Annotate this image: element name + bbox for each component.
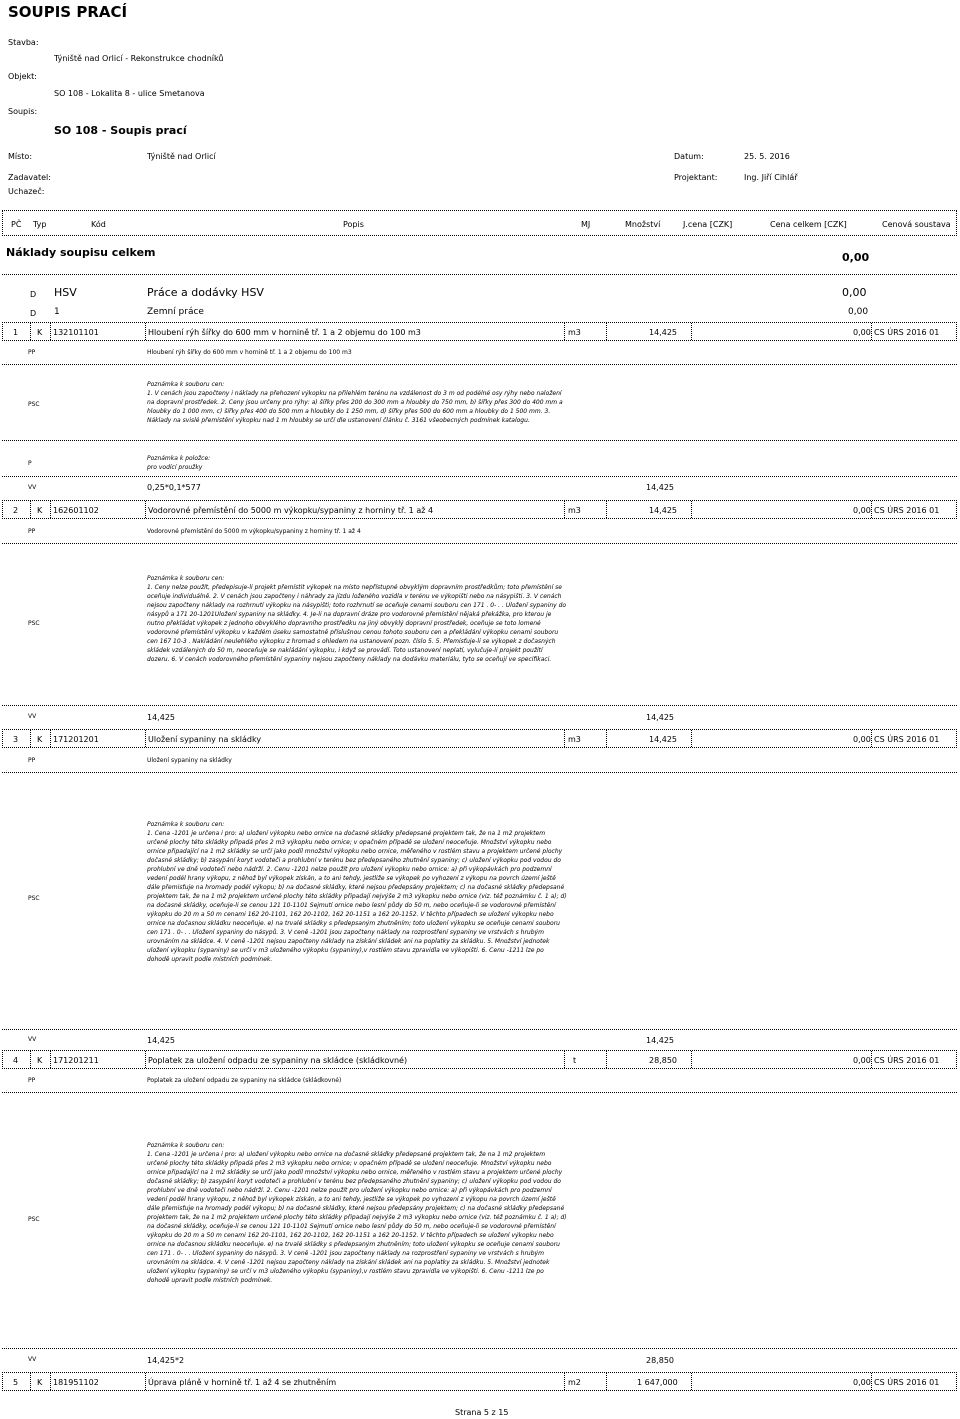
col-jcena: J.cena [CZK] (683, 220, 733, 229)
pp-label: PP (28, 528, 36, 535)
col-mnozstvi: Množství (625, 220, 661, 229)
item-mj: m3 (568, 328, 581, 337)
divider (2, 1029, 957, 1030)
psc-text: 1. Ceny nelze použít, předepisuje-li projekt přemístit výkopek na místo nepřístupné obvyklým dopravním prostředkům; toto přemístění se oceňuje individuálně. 2. V cenách jsou započteny i náhrady za jízdu loženého vozidla v terénu ve výkopišti nebo na násypišti. 3. V cenách nejsou započteny náklady na rozhrnutí výkopku na násypišti; toto rozhrnutí se oceňuje cenami souboru cen 171 . 0- . . Uložení sypaniny do násypů a 171 20-1201Uložení sypaniny na skládky. 4. Je-li na dopravní dráze pro vodorovné přemístění nějaká překážka, pro kterou je nutno překládat výkopek z jednoho obvyklého dopravního prostředku na jiný obvyklý dopravní prostředek, oceňuje se toto lomené vodorovné přemístění výkopku v každém úseku samostatně příslušnou cenou tohoto souboru cen a překládání výkopku cenami souboru cen 167 10-3 . Nakládání neulehlého výkopku z hromad s ohledem na ustanovení pozn. číslo 5. 5. Přemisťuje-li se výkopek z dočasných skládek vzdálených do 50 m, neoceňuje se nakládání výkopku, i když se provádí. Toto ustanovení neplatí, vylučuje-li projekt použití dozeru. 6. V cenách vodorovného přemístění sypaniny nejsou započteny náklady na dodávku materiálu, tyto se oceňují ve specifikaci. (147, 584, 567, 663)
item-typ: K (37, 506, 43, 515)
col-soustava: Cenová soustava (882, 220, 951, 229)
projektant-label: Projektant: (674, 173, 718, 182)
item-mnozstvi: 28,850 (649, 1056, 677, 1065)
vv-value: 14,425 (646, 1036, 674, 1045)
group-value: 0,00 (848, 307, 869, 317)
item-pc: 4 (13, 1056, 19, 1065)
p-head: Poznámka k položce: (147, 455, 211, 462)
psc-label: PSC (28, 620, 40, 627)
item-pc: 3 (13, 735, 19, 744)
objekt-label: Objekt: (8, 72, 37, 81)
pp-text: Vodorovné přemístění do 5000 m výkopku/sypaniny z horniny tř. 1 až 4 (147, 528, 361, 535)
item-cena: 0,00 (853, 735, 871, 744)
item-soustava: CS ÚRS 2016 01 (874, 1378, 940, 1387)
item-pc: 2 (13, 506, 19, 515)
datum-value: 25. 5. 2016 (744, 152, 790, 161)
psc-text: 1. V cenách jsou započteny i náklady na přehození výkopku na přilehlém terénu na vzdálenost do 3 m od podélné osy rýhy nebo naložení na dopravní prostředek. 2. Ceny jsou určeny pro rýhy: a) šířky přes 200 do 300 mm a hloubky do 750 mm, b) šířky přes 300 do 400 mm a hloubky do 1 000 mm, c) šířky přes 400 do 500 mm a hloubky do 1 250 mm, d) šířky přes 500 do 600 mm a hloubky do 1 500 mm. 3. Náklady na svislé přemístění výkopku nad 1 m hloubky se určí dle ustanovení článku č. 3161 všeobecných podmínek katalogu. (147, 390, 563, 424)
col-popis: Popis (343, 220, 364, 229)
divider (2, 476, 957, 477)
vv-label: VV (28, 1356, 37, 1363)
vv-label: VV (28, 484, 37, 491)
col-kod: Kód (91, 220, 106, 229)
divider (2, 705, 957, 706)
stavba-label: Stavba: (8, 38, 39, 47)
vv-value: 28,850 (646, 1356, 674, 1365)
divider (2, 543, 957, 544)
p-label: P (28, 460, 32, 467)
p-text: pro vodící proužky (147, 464, 203, 471)
divider (2, 274, 957, 275)
uchazec-label: Uchazeč: (8, 187, 45, 196)
soupis-value: SO 108 - Soupis prací (54, 124, 187, 137)
pp-text: Poplatek za uložení odpadu ze sypaniny na skládce (skládkovné) (147, 1077, 342, 1084)
item-mnozstvi: 14,425 (649, 735, 677, 744)
psc-head: Poznámka k souboru cen: (147, 575, 225, 582)
col-mj: MJ (581, 220, 591, 229)
psc-note (147, 820, 567, 964)
item-mj: m3 (568, 735, 581, 744)
item-soustava: CS ÚRS 2016 01 (874, 735, 940, 744)
psc-label: PSC (28, 895, 40, 902)
group-typ: D (30, 309, 37, 318)
item-cena: 0,00 (853, 506, 871, 515)
vv-value: 14,425 (646, 713, 674, 722)
divider (2, 772, 957, 773)
item-popis: Hloubení rýh šířky do 600 mm v hornině tř. 1 a 2 objemu do 100 m3 (148, 328, 421, 337)
page-number: Strana 5 z 15 (455, 1408, 509, 1417)
misto-label: Místo: (8, 152, 33, 161)
vv-text: 14,425*2 (147, 1356, 185, 1365)
summary-value: 0,00 (842, 251, 870, 264)
item-typ: K (37, 735, 43, 744)
col-typ: Typ (33, 220, 47, 229)
p-note (147, 454, 567, 472)
vv-text: 14,425 (147, 1036, 175, 1045)
projektant-value: Ing. Jiří Cihlář (744, 173, 798, 182)
pp-label: PP (28, 349, 36, 356)
objekt-value: SO 108 - Lokalita 8 - ulice Smetanova (54, 89, 205, 98)
item-mnozstvi: 14,425 (649, 506, 677, 515)
item-soustava: CS ÚRS 2016 01 (874, 1056, 940, 1065)
item-typ: K (37, 328, 43, 337)
pp-text: Hloubení rýh šířky do 600 mm v hornině tř. 1 a 2 objemu do 100 m3 (147, 349, 352, 356)
group-kod: HSV (54, 286, 77, 299)
item-kod: 181951102 (53, 1378, 99, 1387)
item-popis: Úprava pláně v hornině tř. 1 až 4 se zhutněním (148, 1378, 337, 1387)
item-popis: Uložení sypaniny na skládky (148, 735, 262, 744)
item-soustava: CS ÚRS 2016 01 (874, 506, 940, 515)
vv-label: VV (28, 1036, 37, 1043)
vv-text: 14,425 (147, 713, 175, 722)
item-typ: K (37, 1378, 43, 1387)
item-mj: m3 (568, 506, 581, 515)
pp-label: PP (28, 757, 36, 764)
group-typ: D (30, 290, 37, 299)
divider (2, 1348, 957, 1349)
psc-label: PSC (28, 401, 40, 408)
item-row[interactable] (2, 1050, 957, 1069)
item-mj: t (573, 1056, 577, 1065)
misto-value: Týniště nad Orlicí (147, 152, 216, 161)
group-popis: Zemní práce (147, 307, 204, 317)
item-cena: 0,00 (853, 328, 871, 337)
pp-label: PP (28, 1077, 36, 1084)
item-pc: 5 (13, 1378, 19, 1387)
divider (2, 364, 957, 365)
item-row[interactable] (2, 500, 957, 519)
item-cena: 0,00 (853, 1056, 871, 1065)
psc-head: Poznámka k souboru cen: (147, 821, 225, 828)
group-value: 0,00 (842, 286, 867, 299)
group-kod: 1 (54, 307, 60, 317)
vv-text: 0,25*0,1*577 (147, 483, 201, 492)
col-pc: PČ (11, 220, 22, 229)
vv-value: 14,425 (646, 483, 674, 492)
psc-text: 1. Cena -1201 je určena i pro: a) uložení výkopku nebo ornice na dočasné skládky předepsané projektem tak, že na 1 m2 projektem určené plochy této skládky připadá přes 2 m3 výkopku nebo ornice; v opačném případě se uložení neoceňuje. Množství výkopku nebo ornice připadající na 1 m2 skládky se určí jako podíl množství výkopku nebo ornice, měřeného v rostlém stavu a projektem určené plochy dočasné skládky; b) zasypání koryt vodoteči a prohlubní v terénu bez předepsaného zhutnění sypaniny; c) uložení výkopku pod vodou do prohlubní ve dně vodoteči nebo nádrží. 2. Cenu -1201 nelze použít pro uložení výkopku nebo ornice: a) při výkopávkách pro podzemní vedení podél hrany výkopu, z něhož byl výkopek získán, a to ani tehdy, jestliže se výkopek po vyhození z výkopu na povrch území ještě dále přemisťuje na hromady podél výkopu; b) na dočasné skládky, které nejsou předepsány projektem; c) na dočasné skládky předepsané projektem tak, že na 1 m2 projektem určené plochy této skládky připadají nejvýše 2 m3 výkopku nebo ornice (viz. též poznámku č. 1 a); d) na dočasné skládky, oceňuje-li se cenou 121 10-1101 Sejmutí ornice nebo lesní půdy do 50 m, nebo oceňuje-li se vodorovné přemístění výkopku do 20 m a 50 m cenami 162 20-1101, 162 20-1102, 162 20-1151 a 162 20-1152. V těchto případech se uložení výkopku nebo ornice na dočasnou skládku neoceňuje. e) na trvalé skládky s předepsaným zhutněním; toto uložení výkopku se oceňuje cenami souboru cen 171 . 0- . . Uložení sypaniny do násypů. 3. V ceně -1201 jsou započteny náklady na rozprostření sypaniny ve vrstvách s hrubým urovnáním na skládce. 4. V ceně -1201 nejsou započteny náklady na získání skládek ani na poplatky za skládku. 5. Množství jednotek uložení výkopku (sypaniny) se určí v m3 uloženého výkopku (sypaniny),v rostlém stavu zpravidla ve výkopišti. 6. Cenu -1211 lze po dohodě upravit podle místních podmínek. (147, 1151, 567, 1284)
column-header (2, 210, 957, 236)
item-row[interactable] (2, 322, 957, 341)
psc-head: Poznámka k souboru cen: (147, 1142, 225, 1149)
stavba-value: Týniště nad Orlicí - Rekonstrukce chodníků (54, 54, 224, 63)
item-mnozstvi: 1 647,000 (637, 1378, 678, 1387)
item-row[interactable] (2, 1372, 957, 1391)
col-cena: Cena celkem [CZK] (770, 220, 847, 229)
item-kod: 171201211 (53, 1056, 99, 1065)
vv-label: VV (28, 713, 37, 720)
divider (2, 1092, 957, 1093)
item-mnozstvi: 14,425 (649, 328, 677, 337)
item-row[interactable] (2, 729, 957, 748)
psc-note (147, 1141, 567, 1285)
pp-text: Uložení sypaniny na skládky (147, 757, 232, 764)
item-popis: Poplatek za uložení odpadu ze sypaniny na skládce (skládkovné) (148, 1056, 408, 1065)
summary-label: Náklady soupisu celkem (6, 246, 156, 259)
item-typ: K (37, 1056, 43, 1065)
page-title: SOUPIS PRACÍ (8, 3, 128, 21)
item-kod: 162601102 (53, 506, 99, 515)
item-kod: 132101101 (53, 328, 99, 337)
group-popis: Práce a dodávky HSV (147, 286, 264, 299)
divider (2, 440, 957, 441)
item-soustava: CS ÚRS 2016 01 (874, 328, 940, 337)
item-mj: m2 (568, 1378, 581, 1387)
item-popis: Vodorovné přemístění do 5000 m výkopku/sypaniny z horniny tř. 1 až 4 (148, 506, 434, 515)
item-kod: 171201201 (53, 735, 99, 744)
datum-label: Datum: (674, 152, 704, 161)
psc-note (147, 574, 567, 664)
psc-label: PSC (28, 1216, 40, 1223)
psc-note (147, 380, 567, 425)
item-cena: 0,00 (853, 1378, 871, 1387)
psc-head: Poznámka k souboru cen: (147, 381, 225, 388)
item-pc: 1 (13, 328, 19, 337)
zadavatel-label: Zadavatel: (8, 173, 51, 182)
soupis-label: Soupis: (8, 107, 38, 116)
psc-text: 1. Cena -1201 je určena i pro: a) uložení výkopku nebo ornice na dočasné skládky předepsané projektem tak, že na 1 m2 projektem určené plochy této skládky připadá přes 2 m3 výkopku nebo ornice; v opačném případě se uložení neoceňuje. Množství výkopku nebo ornice připadající na 1 m2 skládky se určí jako podíl množství výkopku nebo ornice, měřeného v rostlém stavu a projektem určené plochy dočasné skládky; b) zasypání koryt vodoteči a prohlubní v terénu bez předepsaného zhutnění sypaniny; c) uložení výkopku pod vodou do prohlubní ve dně vodoteči nebo nádrží. 2. Cenu -1201 nelze použít pro uložení výkopku nebo ornice: a) při výkopávkách pro podzemní vedení podél hrany výkopu, z něhož byl výkopek získán, a to ani tehdy, jestliže se výkopek po vyhození z výkopu na povrch území ještě dále přemisťuje na hromady podél výkopu; b) na dočasné skládky, které nejsou předepsány projektem; c) na dočasné skládky předepsané projektem tak, že na 1 m2 projektem určené plochy této skládky připadají nejvýše 2 m3 výkopku nebo ornice (viz. též poznámku č. 1 a); d) na dočasné skládky, oceňuje-li se cenou 121 10-1101 Sejmutí ornice nebo lesní půdy do 50 m, nebo oceňuje-li se vodorovné přemístění výkopku do 20 m a 50 m cenami 162 20-1101, 162 20-1102, 162 20-1151 a 162 20-1152. V těchto případech se uložení výkopku nebo ornice na dočasnou skládku neoceňuje. e) na trvalé skládky s předepsaným zhutněním; toto uložení výkopku se oceňuje cenami souboru cen 171 . 0- . . Uložení sypaniny do násypů. 3. V ceně -1201 jsou započteny náklady na rozprostření sypaniny ve vrstvách s hrubým urovnáním na skládce. 4. V ceně -1201 nejsou započteny náklady na získání skládek ani na poplatky za skládku. 5. Množství jednotek uložení výkopku (sypaniny) se určí v m3 uloženého výkopku (sypaniny),v rostlém stavu zpravidla ve výkopišti. 6. Cenu -1211 lze po dohodě upravit podle místních podmínek. (147, 830, 567, 963)
